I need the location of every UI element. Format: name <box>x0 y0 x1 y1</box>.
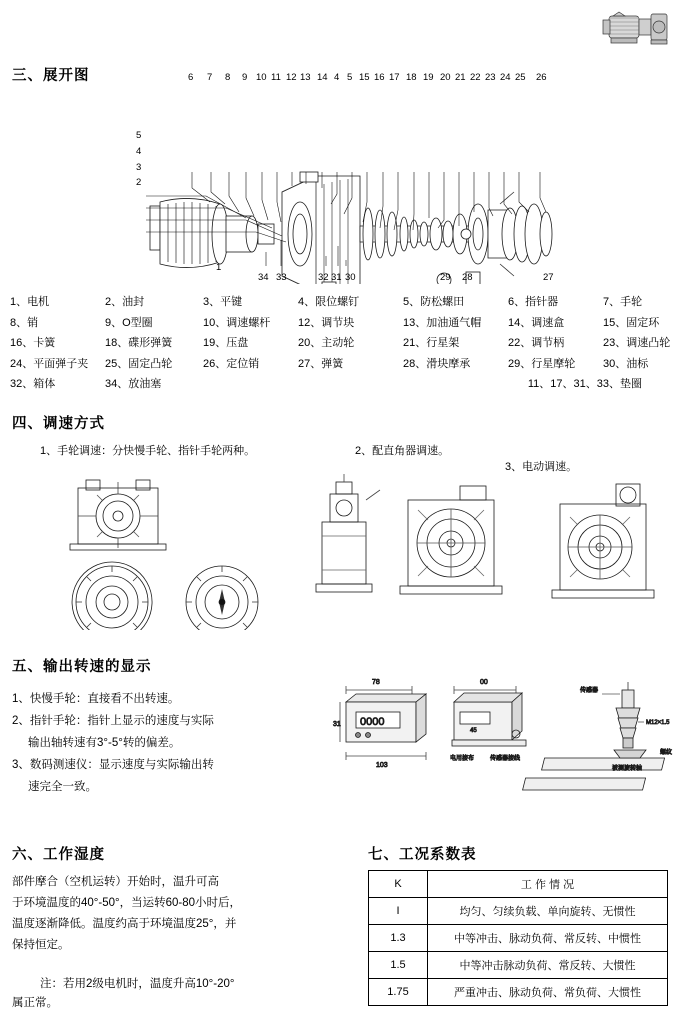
exploded-inner-label: 1 <box>216 262 222 273</box>
cell-k: I <box>369 898 428 925</box>
svg-text:传感器接线: 传感器接线 <box>490 756 521 762</box>
list-item: 2、指针手轮：指针上显示的速度与实际 <box>12 715 214 727</box>
svg-text:被测旋转轴: 被测旋转轴 <box>612 766 643 772</box>
svg-text:M12×1.5: M12×1.5 <box>646 720 670 726</box>
speed-method-3: 3、电动调速。 <box>505 461 578 473</box>
svg-text:电用接布: 电用接布 <box>450 756 475 762</box>
svg-text:传感器: 传感器 <box>580 688 599 694</box>
document-page: 三、展开图 6 7 8 9 10 11 12 13 14 4 5 15 16 17 18 19 20 21 22 23 24 25 26 5 4 3 2 1 34 33 32 31 30 29 28 27 1、电机 2、油封 3、平键 4、限位螺钉 5、防松螺田 6、指针器 7、手轮 8、销 9、O型圈 10、调速螺杆 12、调节块 13、加油通气帽 14、调速盒 15、固定环 16、卡簧 18、碟形弹簧 19、压盘 20、主动轮 21、行星架 22、调节柄 23、调速凸轮 24、平面弹子夹 25、固定凸轮 26、定位销 27、弹簧 28、滑块摩承 29、行星摩轮 30、油标 32、箱体 34、放油塞 11、17、31、33、垫圈 四、调速方式 1、手轮调速：分快慢手轮、指针手轮两种。 2、配直角器调速。 3、电动调速。 五、输出转速的显示 1、快慢手轮：直接看不出转速。 2、指针手轮：指针上显示的速度与实际 输出轴转速有3°-5°转的偏差。 3、数码测速仪：显示速度与实际输出转 速完全一致。 78 0000 31 103 00 45 电用接布 传感器接线 传感器 M12×1.5 螺纹 被测旋转轴 六、工作湿度 部件摩合（空机运转）开始时，温升可高 于环境温度的40°-50°，当运转60-80小时后， 温度逐渐降低。温度约高于环境温度25°，并 保持恒定。 注：若用2级电机时，温度升高10°-20° 属正常。 七、工况系数表 K 工 作 情 况 I 均匀、匀续负载、单向旋转、无惯性 1.3 中等冲击、脉动负荷、常反转、中惯性 1.5 中等冲击脉动负荷、常反转、大惯性 1.75 严重冲击、脉动负荷、常负荷、大惯性 <box>0 0 689 1011</box>
dim-103: 103 <box>376 762 388 769</box>
section-5-title: 五、输出转速的显示 <box>12 659 152 675</box>
speed-method-1: 1、手轮调速：分快慢手轮、指针手轮两种。 <box>40 445 256 457</box>
section-6-paragraph: 部件摩合（空机运转）开始时，温升可高 于环境温度的40°-50°，当运转60-80小时后， 温度逐渐降低。温度约高于环境温度25°，并 保持恒定。 <box>12 876 242 951</box>
svg-text:45: 45 <box>470 728 477 734</box>
table-header-row <box>369 871 668 898</box>
header-condition: 工 作 情 况 <box>428 871 668 898</box>
dim-00: 00 <box>480 679 488 686</box>
parts-row: 24、平面弹子夹 25、固定凸轮 26、定位销 27、弹簧 28、滑块摩承 29、行星摩轮 30、油标 <box>10 357 649 370</box>
dim-78: 78 <box>372 679 380 686</box>
cell-k: 1.75 <box>369 979 428 1006</box>
list-item: 输出轴转速有3°-5°转的偏差。 <box>28 737 181 749</box>
cell-condition: 均匀、匀续负载、单向旋转、无惯性 <box>428 898 668 925</box>
svg-text:螺纹: 螺纹 <box>660 750 673 756</box>
cell-condition: 严重冲击、脉动负荷、常负荷、大惯性 <box>428 979 668 1006</box>
cell-k: 1.3 <box>369 925 428 952</box>
svg-text:31: 31 <box>333 721 341 728</box>
speed-method-figures <box>0 470 689 630</box>
table-row <box>369 979 668 1006</box>
list-item: 1、快慢手轮：直接看不出转速。 <box>12 693 180 705</box>
parts-row: 32、箱体 34、放油塞 11、17、31、33、垫圈 <box>10 378 642 390</box>
section-6-note: 注：若用2级电机时，温度升高10°-20° 属正常。 <box>12 978 235 1009</box>
condition-factor-table <box>368 870 668 1006</box>
tachometer-figures <box>330 672 689 812</box>
section-3-title: 三、展开图 <box>12 68 90 84</box>
cell-condition: 中等冲击脉动负荷、常反转、大惯性 <box>428 952 668 979</box>
cell-k: 1.5 <box>369 952 428 979</box>
parts-row: 16、卡簧 18、碟形弹簧 19、压盘 20、主动轮 21、行星架 22、调节柄 23、调速凸轮 <box>10 337 671 349</box>
section-4-title: 四、调速方式 <box>12 416 105 432</box>
exploded-view-figure <box>0 84 689 284</box>
meter-display: 0000 <box>360 716 385 728</box>
speed-method-2: 2、配直角器调速。 <box>355 445 450 457</box>
cell-condition: 中等冲击、脉动负荷、常反转、中惯性 <box>428 925 668 952</box>
parts-list <box>10 293 682 396</box>
list-item: 速完全一致。 <box>28 781 97 793</box>
parts-row: 8、销 9、O型圈 10、调速螺杆 12、调节块 13、加油通气帽 14、调速盒 15、固定环 <box>10 316 660 329</box>
list-item: 3、数码测速仪：显示速度与实际输出转 <box>12 759 214 771</box>
table-row <box>369 898 668 925</box>
table-row <box>369 925 668 952</box>
table-row <box>369 952 668 979</box>
section-5-list <box>12 688 342 798</box>
section-6-title: 六、工作湿度 <box>12 847 105 863</box>
header-k: K <box>369 871 428 898</box>
motor-illustration <box>595 6 675 52</box>
section-7-title: 七、工况系数表 <box>368 847 477 863</box>
parts-row: 1、电机 2、油封 3、平键 4、限位螺钉 5、防松螺田 6、指针器 7、手轮 <box>10 296 643 308</box>
